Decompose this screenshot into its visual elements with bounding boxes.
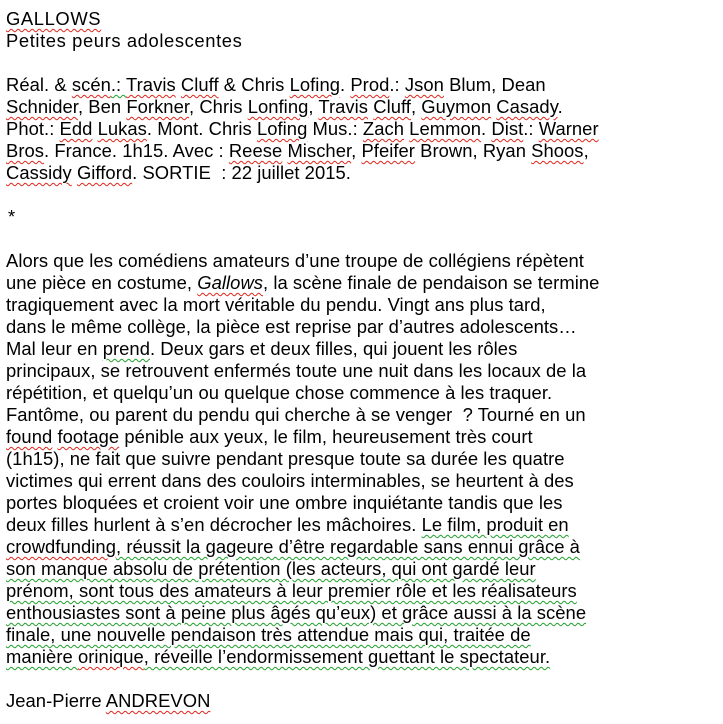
text-run: Fantôme, ou parent du pendu qui cherche à se venger ? Tourné en un [6, 404, 586, 425]
section-separator: * [8, 206, 16, 227]
film-title-text: GALLOWS [6, 8, 102, 29]
flagged-word: , réveille l’endormissement guettant le spectateur. [143, 646, 551, 667]
flagged-word: Cassidy [6, 162, 72, 183]
text-run: , Chris [189, 96, 248, 117]
text-run: (1h15), ne fait que suivre pendant presque toute sa durée les quatre [6, 448, 565, 469]
body-line [6, 316, 721, 338]
body-line [6, 404, 721, 426]
flagged-word: Zach [362, 118, 404, 139]
body-line [6, 492, 721, 514]
text-run: . [481, 118, 492, 139]
text-run: Réal. & [6, 74, 72, 95]
text-run: Brown, Ryan [415, 140, 532, 161]
film-subtitle-text: Petites peurs adolescentes [6, 30, 243, 51]
body-line [6, 646, 721, 668]
flagged-word: Bros [6, 140, 45, 161]
text-run: dans le même collège, la pièce est reprise par d’autres adolescents… [6, 316, 577, 337]
text-run: répétition, et quelqu’un ou quelque chose commence à les traquer. [6, 382, 553, 403]
credits-line [6, 162, 721, 184]
flagged-word: .: [110, 74, 127, 95]
text-run: tragiquement avec la mort véritable du pendu. Vingt ans plus tard, [6, 294, 546, 315]
flagged-word: Travis [126, 74, 176, 95]
text-run: une pièce en costume, [6, 272, 198, 293]
flagged-word: , réussit la gageure d’être regardable sans ennui grâce à [116, 536, 580, 557]
document-page[interactable] [6, 8, 721, 712]
text-run: , la scène finale de pendaison se termine [263, 272, 600, 293]
flagged-word: enthousiastes sont à peine plus âgés qu’eux) et grâce aussi à la scène [6, 602, 587, 623]
body-line [6, 448, 721, 470]
text-run: . [340, 74, 351, 95]
text-run: , [351, 140, 362, 161]
flagged-word: Forkner [126, 96, 190, 117]
text-run: pénible aux yeux, le film, heureusement très court [119, 426, 533, 447]
flagged-word: Warner [538, 118, 599, 139]
flagged-word: Reese [228, 140, 283, 161]
text-run: . Mont. Chris [146, 118, 257, 139]
flagged-word: Casady [496, 96, 558, 117]
text-run: . [557, 96, 563, 117]
flagged-word: Cluff [373, 96, 411, 117]
credits-line [6, 118, 721, 140]
flagged-word: Dist [491, 118, 524, 139]
body-line [6, 382, 721, 404]
flagged-word: Guymon [421, 96, 492, 117]
flagged-word: scén [71, 74, 111, 95]
flagged-word: Cluff [180, 74, 219, 95]
body-line [6, 250, 721, 272]
text-run: .: [523, 118, 539, 139]
text-run: & Chris [218, 74, 290, 95]
flagged-word: Lemmon [409, 118, 482, 139]
body-line [6, 360, 721, 382]
film-title [6, 8, 721, 30]
body-line [6, 536, 721, 558]
flagged-word: prénom, sont tous des amateurs à leur premier rôle et les réalisateurs [6, 580, 577, 601]
body-line [6, 624, 721, 646]
text-run: , Ben [77, 96, 127, 117]
flagged-word: Lofing [289, 74, 341, 95]
text-run: Mal leur en [6, 338, 103, 359]
flagged-word: orinique [77, 646, 144, 667]
text-run: , [583, 140, 589, 161]
blank-line [6, 228, 721, 250]
credits-line [6, 96, 721, 118]
body-line [6, 426, 721, 448]
credits-line [6, 74, 721, 96]
blank-line [6, 184, 721, 206]
body-line [6, 294, 721, 316]
text-run: Blum, Dean [443, 74, 546, 95]
text-run: , [410, 96, 422, 117]
flagged-word: Lukas [97, 118, 147, 139]
body-line [6, 580, 721, 602]
text-run: victimes qui errent dans des couloirs interminables, se heurtent à des [6, 470, 574, 491]
flagged-word: Prod [350, 74, 390, 95]
body-line [6, 514, 721, 536]
flagged-word: Mischer [287, 140, 352, 161]
text-run: Alors que les comédiens amateurs d’une troupe de collégiens répètent [6, 250, 584, 271]
text-run: . Deux gars et deux filles, qui jouent les rôles [149, 338, 518, 359]
text-run: .: [389, 74, 405, 95]
review-body [6, 250, 721, 668]
text-run: , [308, 96, 319, 117]
credits-block [6, 74, 721, 184]
body-line [6, 338, 721, 360]
blank-line [6, 52, 721, 74]
flagged-word: Edd [59, 118, 93, 139]
text-run: Mus.: [307, 118, 363, 139]
body-line [6, 470, 721, 492]
flagged-word: Json [404, 74, 444, 95]
flagged-word: footage [57, 426, 120, 447]
flagged-word: crowdfunding [6, 536, 116, 557]
flagged-word: Gallows [197, 272, 264, 293]
text-run: principaux, se retrouvent enfermés toute une nuit dans les locaux de la [6, 360, 587, 381]
text-run: Phot.: [6, 118, 60, 139]
body-line [6, 272, 721, 294]
text-run: Jean-Pierre [6, 690, 106, 711]
flagged-word: prend [102, 338, 150, 359]
body-line [6, 602, 721, 624]
text-run: . France. 1h15. Avec : [44, 140, 229, 161]
flagged-word: Schnider [6, 96, 78, 117]
text-run: deux filles hurlent à s’en décrocher les mâchoires. [6, 514, 422, 535]
flagged-word: son manque absolu de prétention (les acteurs, qui ont gardé leur [6, 558, 536, 579]
flagged-word: ANDREVON [105, 690, 211, 711]
body-line [6, 558, 721, 580]
flagged-word: manière [6, 646, 78, 667]
flagged-word: found [6, 426, 53, 447]
flagged-word: Lonfing [247, 96, 309, 117]
flagged-word: finale, une nouvelle pendaison très attendue mais qui, traitée de [6, 624, 531, 645]
film-subtitle [6, 30, 721, 52]
text-run: portes bloquées et croient voir une ombre inquiétante tandis que les [6, 492, 563, 513]
flagged-word: Shoos [531, 140, 584, 161]
flagged-word: Lofing [256, 118, 308, 139]
flagged-word: Gifford [76, 162, 133, 183]
flagged-word: Pfeifer [361, 140, 415, 161]
credits-line [6, 140, 721, 162]
flagged-word: Travis [318, 96, 369, 117]
flagged-word: Le film, produit en [421, 514, 569, 535]
blank-line [6, 668, 721, 690]
text-run: . SORTIE : 22 juillet 2015. [132, 162, 351, 183]
author-signature [6, 690, 721, 712]
